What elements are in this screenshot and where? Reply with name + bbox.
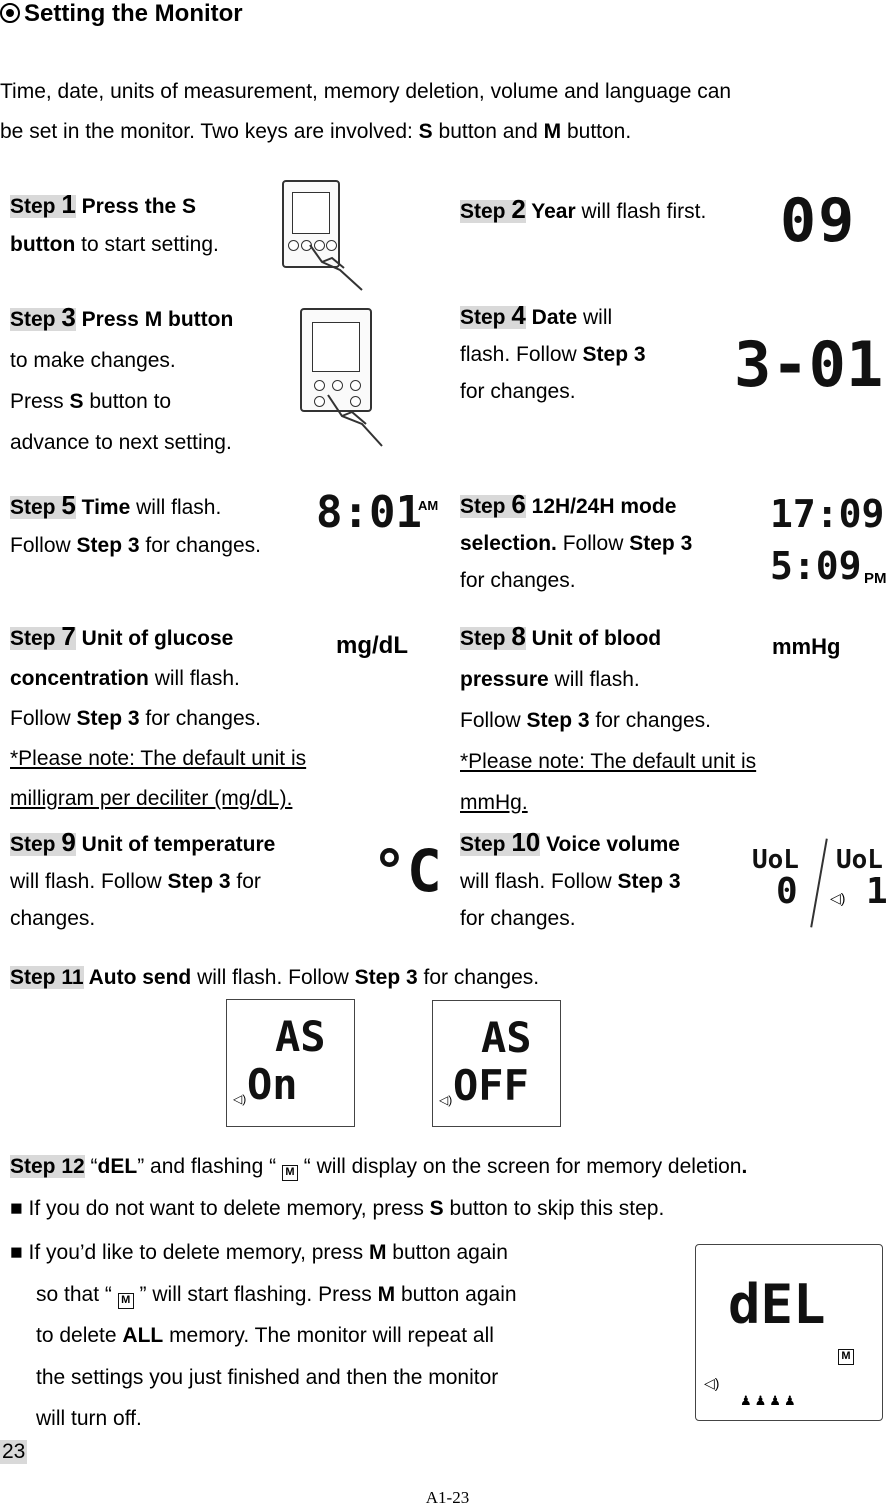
volume-1-lcd: 1 <box>866 871 888 912</box>
speaker-icon: ◁) <box>830 890 846 906</box>
speaker-icon: ◁) <box>704 1375 720 1391</box>
intro-line-2: be set in the monitor. Two keys are involved: S button and M button. <box>0 120 632 143</box>
volume-label-lcd-0: UoL <box>752 845 799 875</box>
circle-dot-icon <box>0 3 20 23</box>
bullet-2: ■ If you’d like to delete memory, press M button again so that “ M ” will start flashing. Press M button again to delete ALL memory. The monitor will repeat all the settings you just finished and then the monitor will turn off. <box>10 1241 517 1430</box>
pm-indicator: PM <box>864 570 887 587</box>
year-lcd: 09 <box>780 186 857 256</box>
auto-send-off-display <box>432 1000 561 1127</box>
as-label: AS <box>481 1013 532 1062</box>
page-number: 23 <box>2 1440 26 1463</box>
speaker-icon: ◁) <box>439 1093 453 1107</box>
user-icons: ♟♟♟♟ <box>740 1393 799 1408</box>
am-indicator: AM <box>418 498 439 513</box>
intro-line-1: Time, date, units of measurement, memory deletion, volume and language can <box>0 80 732 103</box>
volume-divider <box>810 839 828 928</box>
memory-m-icon: M <box>282 1165 298 1181</box>
temperature-unit-lcd: °C <box>372 837 442 905</box>
step-3: Step 3 Press M button to make changes. Press S button to advance to next setting. <box>10 302 234 454</box>
glucose-unit-lcd: mg/dL <box>336 632 408 659</box>
volume-label-lcd-1: UoL <box>836 845 883 875</box>
step-5: Step 5 Time will flash. Follow Step 3 for changes. <box>10 490 261 557</box>
step-6: Step 6 12H/24H mode selection. Follow Step 3 for changes. <box>460 489 693 592</box>
page-title <box>0 0 243 28</box>
step-8: Step 8 Unit of blood pressure will flash. Follow Step 3 for changes. *Please note: The default unit is mmHg. <box>460 621 757 814</box>
step-4: Step 4 Date will flash. Follow Step 3 for changes. <box>460 300 646 403</box>
bullet-1: ■ If you do not want to delete memory, press S button to skip this step. <box>10 1197 665 1220</box>
step-7: Step 7 Unit of glucose concentration will flash. Follow Step 3 for changes. *Please note: The default unit is milligram per deciliter (mg/dL). <box>10 621 307 810</box>
auto-send-on-display <box>226 999 355 1127</box>
intro-paragraph <box>0 72 890 152</box>
step-1: Step 1 Press the S button to start setting. <box>10 189 219 256</box>
volume-0-lcd: 0 <box>776 871 798 912</box>
time-24h-lcd: 17:09 <box>770 492 885 536</box>
as-label: AS <box>275 1012 326 1061</box>
off-label: OFF <box>453 1061 529 1110</box>
step-10: Step 10 Voice volume will flash. Follow Step 3 for changes. <box>460 827 681 930</box>
title-text: Setting the Monitor <box>24 0 243 27</box>
step-11: Step 11 Auto send will flash. Follow Step 3 for changes. <box>10 966 540 989</box>
footer: A1-23 <box>425 1488 470 1507</box>
bp-unit-lcd: mmHg <box>772 634 841 659</box>
speaker-icon: ◁) <box>233 1092 247 1106</box>
hand-pointer-icon-2 <box>318 390 388 450</box>
memory-m-icon: M <box>838 1349 854 1365</box>
time-12h-lcd: 5:09 <box>770 544 862 588</box>
on-label: On <box>247 1060 298 1109</box>
step-9: Step 9 Unit of temperature will flash. Follow Step 3 for changes. <box>10 827 276 930</box>
memory-m-icon: M <box>118 1293 134 1309</box>
delete-memory-display <box>695 1244 883 1421</box>
step-12: Step 12 “dEL” and flashing “ M “ will display on the screen for memory deletion. <box>10 1148 747 1186</box>
date-lcd: 3-01 <box>734 328 884 401</box>
del-label: dEL <box>728 1273 826 1336</box>
step-2: Step 2 Year will flash first. <box>460 194 707 224</box>
hand-pointer-icon <box>300 240 370 292</box>
time-lcd: 8:01 <box>316 487 422 538</box>
